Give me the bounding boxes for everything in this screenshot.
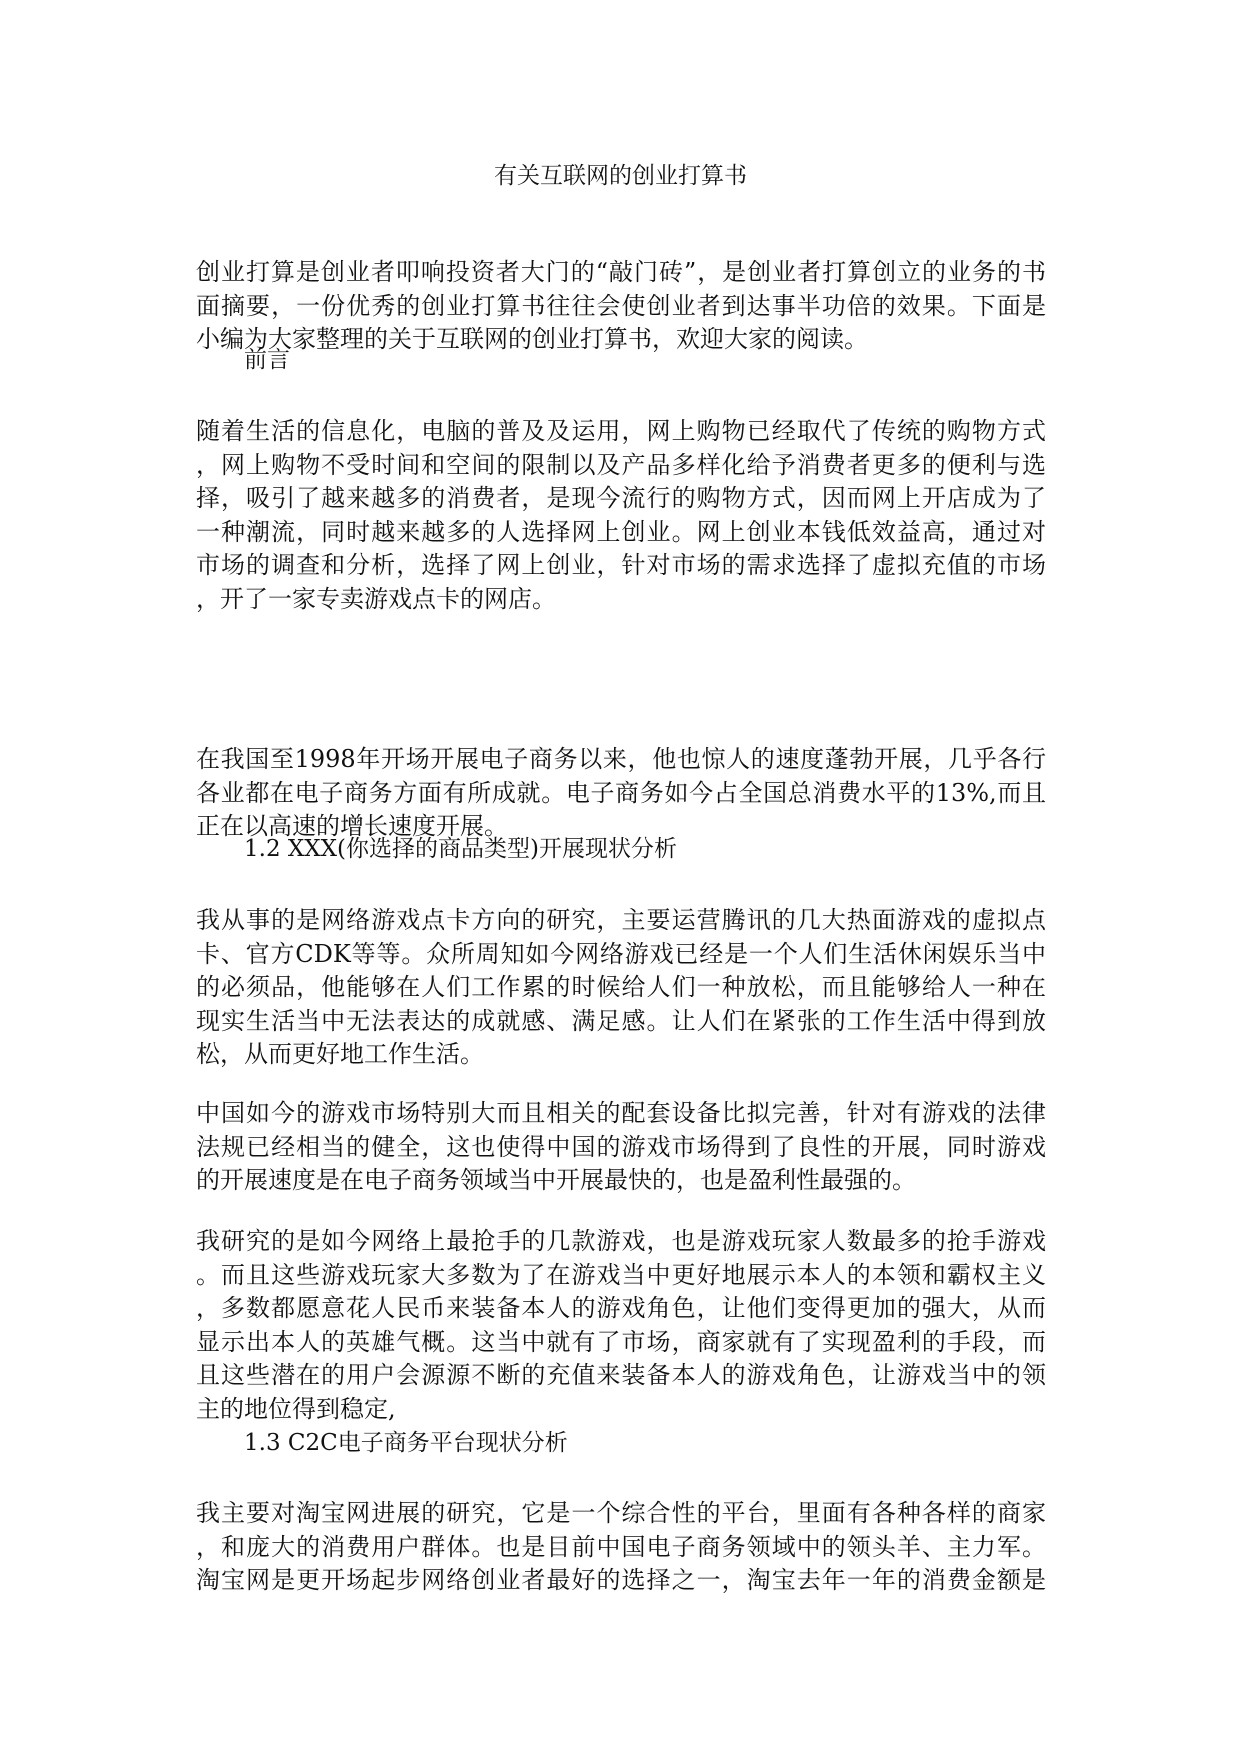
text-line: 我从事的是网络游戏点卡方向的研究，主要运营腾讯的几大热面游戏的虚拟点 [196,906,1046,934]
ecommerce-paragraph [196,743,1046,844]
section-1-2-heading: 1.2 XXX(你选择的商品类型)开展现状分析 [244,836,677,862]
text-line: 正在以高速的增长速度开展。 [196,812,508,840]
section-1-3-heading: 1.3 C2C电子商务平台现状分析 [244,1430,568,1456]
text-line: 各业都在电子商务方面有所成就。电子商务如今占全国总消费水平的13%,而且 [196,778,1046,807]
text-line: 一种潮流，同时越来越多的人选择网上创业。网上创业本钱低效益高，通过对 [196,517,1046,546]
text-line: 我主要对淘宝网进展的研究，它是一个综合性的平台，里面有各种各样的商家 [196,1499,1046,1527]
text-line: 且这些潜在的用户会源源不断的充值来装备本人的游戏角色，让游戏当中的领 [196,1361,1046,1389]
text-line: ，开了一家专卖游戏点卡的网店。 [196,584,556,613]
section-1-3-paragraph-1 [196,1497,1046,1598]
preface-paragraph [196,415,1046,616]
text-line: 现实生活当中无法表达的成就感、满足感。让人们在紧张的工作生活中得到放 [196,1006,1046,1035]
text-line: ，多数都愿意花人民币来装备本人的游戏角色，让他们变得更加的强大，从而 [196,1294,1046,1322]
text-line: 的开展速度是在电子商务领域当中开展最快的，也是盈利性最强的。 [196,1166,916,1194]
preface-heading: 前言 [244,347,290,373]
text-line: 面摘要，一份优秀的创业打算书往往会使创业者到达事半功倍的效果。下面是 [196,291,1046,320]
text-line: 松，从而更好地工作生活。 [196,1040,484,1068]
text-line: 我研究的是如今网络上最抢手的几款游戏，也是游戏玩家人数最多的抢手游戏 [196,1227,1046,1255]
text-line: ，网上购物不受时间和空间的限制以及产品多样化给予消费者更多的便利与选 [196,450,1046,479]
text-line: 小编为大家整理的关于互联网的创业打算书，欢迎大家的阅读。 [196,325,868,353]
text-line: 创业打算是创业者叩响投资者大门的“敲门砖”，是创业者打算创立的业务的书 [196,258,1046,286]
text-line: 中国如今的游戏市场特别大而且相关的配套设备比拟完善，针对有游戏的法律 [196,1099,1046,1127]
text-line: 择，吸引了越来越多的消费者，是现今流行的购物方式，因而网上开店成为了 [196,484,1046,512]
document-title: 有关互联网的创业打算书 [494,163,747,189]
text-line: 市场的调查和分析，选择了网上创业，针对市场的需求选择了虚拟充值的市场 [196,551,1046,579]
text-line: 法规已经相当的健全，这也使得中国的游戏市场得到了良性的开展，同时游戏 [196,1132,1046,1161]
text-line: 。而且这些游戏玩家大多数为了在游戏当中更好地展示本人的本领和霸权主义 [196,1260,1046,1289]
text-line: 在我国至1998年开场开展电子商务以来，他也惊人的速度蓬勃开展，几乎各行 [196,745,1046,773]
section-1-2-paragraph-3 [196,1225,1046,1426]
intro-paragraph [196,256,1046,357]
text-line: 主的地位得到稳定, [196,1394,396,1423]
section-1-2-paragraph-2 [196,1097,1046,1198]
text-line: 的必须品，他能够在人们工作累的时候给人们一种放松，而且能够给人一种在 [196,973,1046,1001]
text-line: ，和庞大的消费用户群体。也是目前中国电子商务领域中的领头羊、主力军。 [196,1532,1046,1561]
text-line: 卡、官方CDK等等。众所周知如今网络游戏已经是一个人们生活休闲娱乐当中 [196,939,1046,968]
text-line: 随着生活的信息化，电脑的普及及运用，网上购物已经取代了传统的购物方式 [196,417,1046,445]
text-line: 淘宝网是更开场起步网络创业者最好的选择之一，淘宝去年一年的消费金额是 [196,1566,1046,1594]
section-1-2-paragraph-1 [196,904,1046,1072]
text-line: 显示出本人的英雄气概。这当中就有了市场，商家就有了实现盈利的手段，而 [196,1327,1046,1356]
